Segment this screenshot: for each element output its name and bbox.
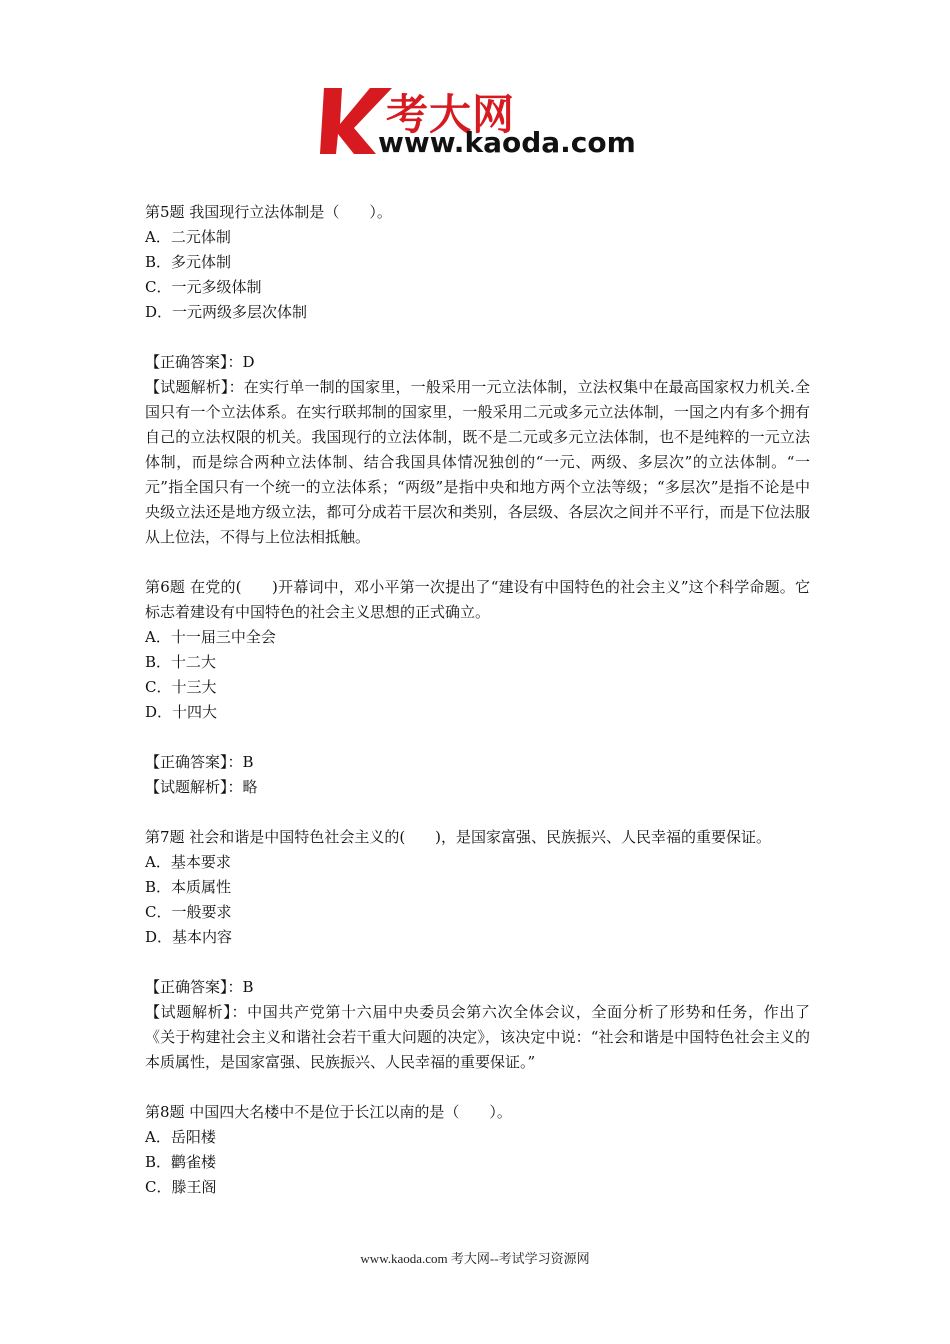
- option-b: B．鹳雀楼: [145, 1153, 217, 1171]
- analysis-label: 【试题解析】: [145, 778, 228, 796]
- kaoda-logo: [318, 84, 648, 166]
- logo-brand-cn: 考大网: [386, 90, 516, 139]
- analysis: [145, 375, 810, 550]
- option-c: C．一元多级体制: [145, 278, 262, 296]
- option-c: C．滕王阁: [145, 1178, 217, 1196]
- logo-brand-url: www.kaoda.com: [378, 126, 636, 159]
- question-list: [145, 200, 810, 1200]
- analysis-label: 【试题解析】: [145, 1003, 232, 1021]
- correct-answer: 【正确答案】：B: [145, 978, 254, 996]
- question-7: [145, 825, 810, 1075]
- correct-answer: 【正确答案】：B: [145, 753, 254, 771]
- option-c: C．一般要求: [145, 903, 232, 921]
- option-d: D．基本内容: [145, 928, 233, 946]
- analysis-text: ：略: [227, 778, 258, 796]
- option-a: A．岳阳楼: [145, 1128, 216, 1146]
- analysis-label: 【试题解析】: [145, 378, 229, 396]
- question-stem: 第6题 在党的( )开幕词中，邓小平第一次提出了“建设有中国特色的社会主义”这个科学命题。它标志着建设有中国特色的社会主义思想的正式确立。: [145, 578, 810, 621]
- question-stem: 第7题 社会和谐是中国特色社会主义的( )，是国家富强、民族振兴、人民幸福的重要保证。: [145, 828, 772, 846]
- page-footer: www.kaoda.com 考大网--考试学习资源网: [360, 1251, 590, 1266]
- question-8: [145, 1100, 810, 1200]
- question-5: [145, 200, 810, 550]
- option-b: B．十二大: [145, 653, 217, 671]
- analysis: [145, 1000, 810, 1075]
- correct-answer: 【正确答案】：D: [145, 353, 255, 371]
- option-a: A．十一届三中全会: [145, 628, 276, 646]
- analysis-text: ：在实行单一制的国家里，一般采用一元立法体制，立法权集中在最高国家权力机关.全国只有一个立法体系。在实行联邦制的国家里，一般采用二元或多元立法体制，一国之内有多个拥有自己的立法权限的机关。我国现行的立法体制，既不是二元或多元立法体制，也不是纯粹的一元立法体制，而是综合两种立法体制、结合我国具体情况独创的“一元、两级、多层次”的立法体制。“一元”指全国只有一个统一的立法体系；“两级”是指中央和地方两个立法等级；“多层次”是指不论是中央级立法还是地方级立法，都可分成若干层次和类别，各层级、各层次之间并不平行，而是下位法服从上位法，不得与上位法相抵触。: [145, 378, 810, 546]
- option-b: B．多元体制: [145, 253, 232, 271]
- option-c: C．十三大: [145, 678, 217, 696]
- option-a: A．二元体制: [145, 228, 231, 246]
- question-stem: 第5题 我国现行立法体制是（ ）。: [145, 203, 392, 221]
- option-d: D．一元两级多层次体制: [145, 303, 308, 321]
- question-stem: 第8题 中国四大名楼中不是位于长江以南的是（ ）。: [145, 1103, 512, 1121]
- option-b: B．本质属性: [145, 878, 232, 896]
- question-6: [145, 575, 810, 800]
- option-d: D．十四大: [145, 703, 218, 721]
- analysis-text: ：中国共产党第十六届中央委员会第六次全体会议，全面分析了形势和任务，作出了《关于构建社会主义和谐社会若干重大问题的决定》，该决定中说：“社会和谐是中国特色社会主义的本质属性，是国家富强、民族振兴、人民幸福的重要保证。”: [145, 1003, 810, 1071]
- analysis: [145, 775, 810, 800]
- option-a: A．基本要求: [145, 853, 231, 871]
